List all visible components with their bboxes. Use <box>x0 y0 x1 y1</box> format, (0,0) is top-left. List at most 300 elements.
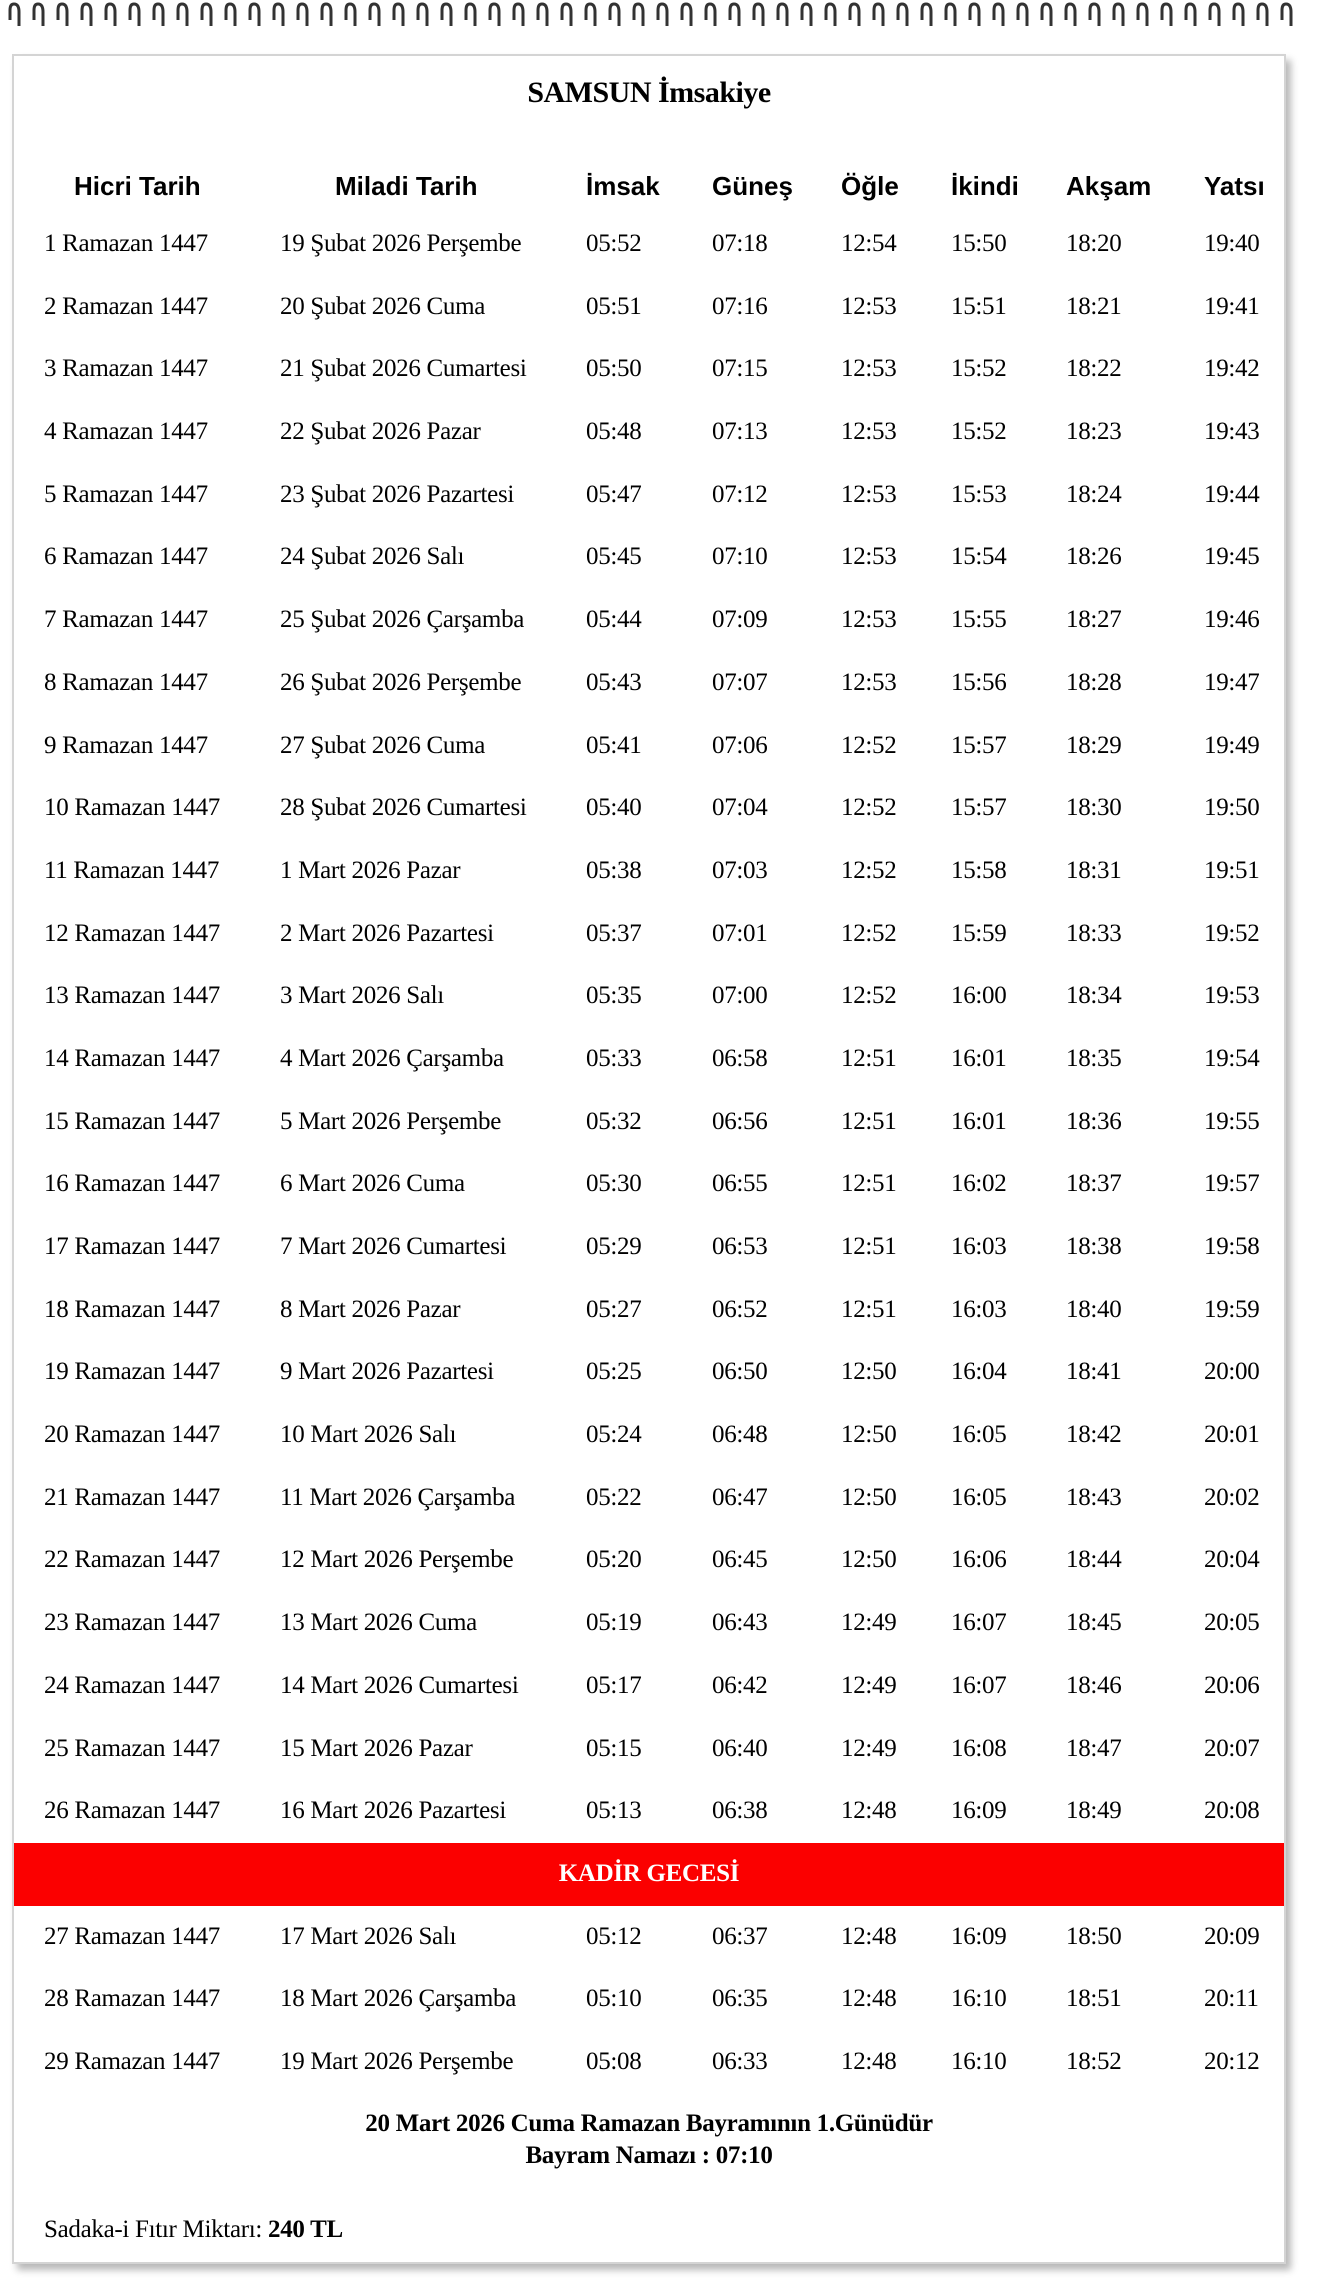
cell-aksam: 18:38 <box>1066 1233 1122 1260</box>
spiral-ring <box>1186 4 1195 26</box>
bayram-namazi: Bayram Namazı : 07:10 <box>525 2142 773 2169</box>
spiral-ring <box>82 4 91 26</box>
cell-hicri: 11 Ramazan 1447 <box>44 856 220 884</box>
cell-imsak: 05:38 <box>586 856 642 884</box>
cell-hicri: 2 Ramazan 1447 <box>44 292 208 320</box>
spiral-ring <box>970 4 979 26</box>
table-row <box>14 1906 1284 1969</box>
sadaka-amount: 240 TL <box>268 2216 343 2243</box>
cell-ikindi: 16:09 <box>951 1797 1007 1825</box>
cell-ikindi: 16:07 <box>951 1609 1007 1637</box>
cell-imsak: 05:29 <box>586 1233 642 1260</box>
spiral-ring <box>418 4 427 26</box>
spiral-ring <box>634 4 643 26</box>
cell-ogle: 12:53 <box>841 355 897 383</box>
spiral-ring <box>754 4 763 26</box>
cell-ikindi: 15:52 <box>951 355 1007 383</box>
table-row <box>14 589 1284 652</box>
spiral-ring <box>850 4 859 26</box>
header-ogle: Öğle <box>841 171 899 201</box>
cell-miladi: 19 Şubat 2026 Perşembe <box>280 230 522 257</box>
cell-ikindi: 15:57 <box>951 731 1007 759</box>
cell-miladi: 13 Mart 2026 Cuma <box>280 1609 477 1637</box>
cell-imsak: 05:47 <box>586 480 642 508</box>
table-row <box>14 213 1284 276</box>
cell-aksam: 18:46 <box>1066 1671 1122 1699</box>
cell-ogle: 12:49 <box>841 1671 897 1699</box>
cell-ikindi: 15:56 <box>951 668 1007 696</box>
cell-ikindi: 16:01 <box>951 1107 1007 1135</box>
cell-gunes: 06:48 <box>712 1421 768 1449</box>
cell-ikindi: 15:58 <box>951 856 1007 884</box>
spiral-ring <box>730 4 739 26</box>
table-row <box>14 1341 1284 1404</box>
cell-yatsi: 19:54 <box>1204 1044 1260 1072</box>
table-row <box>14 1592 1284 1655</box>
cell-yatsi: 20:02 <box>1204 1483 1260 1511</box>
imsakiye-card <box>12 54 1286 2264</box>
header-ikindi: İkindi <box>951 171 1019 201</box>
cell-ogle: 12:51 <box>841 1233 897 1260</box>
cell-ikindi: 16:00 <box>951 982 1007 1010</box>
table-row <box>14 1718 1284 1781</box>
cell-yatsi: 20:06 <box>1204 1671 1260 1699</box>
cell-gunes: 06:37 <box>712 1922 768 1950</box>
cell-gunes: 06:43 <box>712 1609 768 1637</box>
spiral-ring <box>874 4 883 26</box>
table-row <box>14 526 1284 589</box>
cell-gunes: 07:09 <box>712 606 768 634</box>
spiral-ring <box>826 4 835 26</box>
cell-aksam: 18:47 <box>1066 1734 1122 1762</box>
cell-ikindi: 16:06 <box>951 1546 1007 1574</box>
cell-ogle: 12:48 <box>841 2047 897 2075</box>
cell-yatsi: 20:08 <box>1204 1797 1260 1825</box>
cell-imsak: 05:40 <box>586 794 642 822</box>
cell-yatsi: 20:01 <box>1204 1421 1260 1449</box>
cell-gunes: 06:35 <box>712 1985 768 2013</box>
cell-imsak: 05:45 <box>586 543 642 571</box>
cell-miladi: 6 Mart 2026 Cuma <box>280 1170 465 1198</box>
table-row <box>14 1780 1284 1843</box>
spiral-ring <box>274 4 283 26</box>
bayram-note <box>14 2108 1284 2172</box>
cell-aksam: 18:49 <box>1066 1797 1122 1825</box>
cell-miladi: 23 Şubat 2026 Pazartesi <box>280 480 515 508</box>
spiral-ring <box>586 4 595 26</box>
cell-ogle: 12:48 <box>841 1797 897 1825</box>
cell-miladi: 26 Şubat 2026 Perşembe <box>280 668 522 696</box>
cell-ogle: 12:52 <box>841 982 897 1010</box>
cell-yatsi: 20:07 <box>1204 1734 1260 1762</box>
cell-hicri: 28 Ramazan 1447 <box>44 1985 221 2013</box>
spiral-ring <box>922 4 931 26</box>
cell-aksam: 18:34 <box>1066 982 1122 1010</box>
table-row <box>14 965 1284 1028</box>
sadaka-label: Sadaka-i Fıtır Miktarı: <box>44 2216 269 2243</box>
spiral-ring <box>394 4 403 26</box>
cell-hicri: 19 Ramazan 1447 <box>44 1358 221 1386</box>
cell-imsak: 05:17 <box>586 1671 642 1699</box>
cell-ogle: 12:50 <box>841 1546 897 1574</box>
cell-hicri: 18 Ramazan 1447 <box>44 1295 221 1323</box>
cell-imsak: 05:43 <box>586 668 642 696</box>
cell-ogle: 12:52 <box>841 794 897 822</box>
spiral-ring <box>154 4 163 26</box>
cell-miladi: 2 Mart 2026 Pazartesi <box>280 919 494 947</box>
cell-imsak: 05:25 <box>586 1358 642 1386</box>
cell-aksam: 18:21 <box>1066 292 1122 320</box>
cell-ogle: 12:49 <box>841 1609 897 1637</box>
cell-aksam: 18:41 <box>1066 1358 1122 1386</box>
spiral-ring <box>322 4 331 26</box>
cell-ikindi: 16:08 <box>951 1734 1007 1762</box>
spiral-ring <box>1210 4 1219 26</box>
cell-yatsi: 20:05 <box>1204 1609 1260 1637</box>
cell-yatsi: 19:47 <box>1204 668 1260 696</box>
cell-gunes: 06:50 <box>712 1358 768 1386</box>
cell-yatsi: 19:45 <box>1204 543 1260 571</box>
spiral-ring <box>1090 4 1099 26</box>
table-row <box>14 401 1284 464</box>
spiral-ring <box>1114 4 1123 26</box>
cell-gunes: 06:53 <box>712 1233 768 1260</box>
cell-yatsi: 20:00 <box>1204 1358 1260 1386</box>
cell-ogle: 12:52 <box>841 856 897 884</box>
cell-yatsi: 19:59 <box>1204 1295 1260 1323</box>
cell-ogle: 12:51 <box>841 1295 897 1323</box>
cell-hicri: 22 Ramazan 1447 <box>44 1546 221 1574</box>
cell-yatsi: 19:57 <box>1204 1170 1260 1198</box>
spiral-ring <box>1018 4 1027 26</box>
cell-gunes: 06:40 <box>712 1734 768 1762</box>
cell-gunes: 07:15 <box>712 355 768 383</box>
spiral-ring <box>802 4 811 26</box>
header-hicri: Hicri Tarih <box>74 171 201 201</box>
spiral-ring <box>706 4 715 26</box>
cell-imsak: 05:19 <box>586 1609 642 1637</box>
cell-yatsi: 19:46 <box>1204 606 1260 634</box>
cell-ikindi: 16:09 <box>951 1922 1007 1950</box>
spiral-ring <box>1282 4 1291 26</box>
cell-imsak: 05:51 <box>586 292 642 320</box>
sadaka-fitir <box>44 2216 343 2244</box>
spiral-ring <box>58 4 67 26</box>
cell-miladi: 1 Mart 2026 Pazar <box>280 856 461 884</box>
cell-aksam: 18:36 <box>1066 1107 1122 1135</box>
spiral-ring <box>538 4 547 26</box>
spiral-ring <box>10 4 19 26</box>
cell-imsak: 05:24 <box>586 1421 642 1449</box>
cell-ogle: 12:53 <box>841 418 897 446</box>
table-row <box>14 1091 1284 1154</box>
cell-miladi: 16 Mart 2026 Pazartesi <box>280 1797 506 1825</box>
table-row <box>14 464 1284 527</box>
cell-imsak: 05:27 <box>586 1295 642 1323</box>
cell-yatsi: 19:50 <box>1204 794 1260 822</box>
cell-hicri: 15 Ramazan 1447 <box>44 1107 221 1135</box>
cell-aksam: 18:37 <box>1066 1170 1122 1198</box>
cell-ogle: 12:51 <box>841 1044 897 1072</box>
cell-aksam: 18:28 <box>1066 668 1122 696</box>
cell-miladi: 28 Şubat 2026 Cumartesi <box>280 794 527 822</box>
cell-gunes: 07:03 <box>712 856 768 884</box>
cell-yatsi: 19:42 <box>1204 355 1260 383</box>
spiral-ring <box>250 4 259 26</box>
cell-imsak: 05:37 <box>586 919 642 947</box>
cell-ikindi: 15:54 <box>951 543 1007 571</box>
cell-ikindi: 15:57 <box>951 794 1007 822</box>
cell-miladi: 9 Mart 2026 Pazartesi <box>280 1358 494 1386</box>
cell-hicri: 14 Ramazan 1447 <box>44 1044 221 1072</box>
header-gunes: Güneş <box>712 171 793 201</box>
cell-ogle: 12:52 <box>841 919 897 947</box>
cell-ikindi: 16:05 <box>951 1421 1007 1449</box>
cell-ogle: 12:53 <box>841 543 897 571</box>
cell-yatsi: 19:53 <box>1204 982 1260 1010</box>
cell-aksam: 18:44 <box>1066 1546 1122 1574</box>
cell-miladi: 14 Mart 2026 Cumartesi <box>280 1671 519 1699</box>
cell-gunes: 07:12 <box>712 480 768 508</box>
spiral-ring <box>1066 4 1075 26</box>
cell-gunes: 06:55 <box>712 1170 768 1198</box>
table-body <box>14 213 1284 2094</box>
table-row <box>14 1153 1284 1216</box>
cell-hicri: 23 Ramazan 1447 <box>44 1609 221 1637</box>
spiral-ring <box>466 4 475 26</box>
cell-ikindi: 15:50 <box>951 230 1007 257</box>
cell-miladi: 24 Şubat 2026 Salı <box>280 543 465 571</box>
cell-hicri: 29 Ramazan 1447 <box>44 2047 221 2075</box>
cell-ogle: 12:53 <box>841 292 897 320</box>
cell-imsak: 05:10 <box>586 1985 642 2013</box>
spiral-ring <box>1258 4 1267 26</box>
table-row <box>14 652 1284 715</box>
cell-gunes: 06:33 <box>712 2047 768 2075</box>
cell-ikindi: 16:07 <box>951 1671 1007 1699</box>
cell-gunes: 07:13 <box>712 418 768 446</box>
cell-gunes: 07:00 <box>712 982 768 1010</box>
cell-aksam: 18:40 <box>1066 1295 1122 1323</box>
spiral-ring <box>514 4 523 26</box>
spiral-ring <box>370 4 379 26</box>
cell-gunes: 07:04 <box>712 794 768 822</box>
table-row <box>14 338 1284 401</box>
table-row <box>14 1279 1284 1342</box>
cell-miladi: 7 Mart 2026 Cumartesi <box>280 1233 507 1260</box>
cell-hicri: 8 Ramazan 1447 <box>44 668 208 696</box>
cell-aksam: 18:20 <box>1066 230 1122 257</box>
cell-miladi: 17 Mart 2026 Salı <box>280 1922 457 1950</box>
spiral-ring <box>1162 4 1171 26</box>
cell-gunes: 06:42 <box>712 1671 768 1699</box>
header-aksam: Akşam <box>1066 171 1152 201</box>
cell-imsak: 05:48 <box>586 418 642 446</box>
spiral-ring <box>562 4 571 26</box>
cell-ikindi: 16:01 <box>951 1044 1007 1072</box>
cell-ikindi: 16:04 <box>951 1358 1007 1386</box>
cell-miladi: 20 Şubat 2026 Cuma <box>280 292 486 320</box>
cell-miladi: 25 Şubat 2026 Çarşamba <box>280 606 525 634</box>
cell-gunes: 07:07 <box>712 668 768 696</box>
cell-gunes: 06:38 <box>712 1797 768 1825</box>
table-header <box>14 166 1284 206</box>
cell-miladi: 10 Mart 2026 Salı <box>280 1421 457 1449</box>
spiral-ring <box>994 4 1003 26</box>
spiral-ring <box>130 4 139 26</box>
bayram-date: 20 Mart 2026 Cuma Ramazan Bayramının 1.Günüdür <box>365 2110 933 2137</box>
cell-ogle: 12:50 <box>841 1483 897 1511</box>
cell-hicri: 21 Ramazan 1447 <box>44 1483 221 1511</box>
table-row <box>14 1655 1284 1718</box>
cell-ogle: 12:50 <box>841 1421 897 1449</box>
cell-yatsi: 19:41 <box>1204 292 1260 320</box>
spiral-ring <box>202 4 211 26</box>
cell-yatsi: 20:04 <box>1204 1546 1260 1574</box>
cell-ikindi: 16:03 <box>951 1233 1007 1260</box>
cell-hicri: 5 Ramazan 1447 <box>44 480 208 508</box>
spiral-ring <box>1042 4 1051 26</box>
cell-yatsi: 19:49 <box>1204 731 1260 759</box>
cell-miladi: 22 Şubat 2026 Pazar <box>280 418 481 446</box>
cell-ikindi: 15:55 <box>951 606 1007 634</box>
cell-aksam: 18:45 <box>1066 1609 1122 1637</box>
cell-hicri: 13 Ramazan 1447 <box>44 982 221 1010</box>
spiral-ring <box>442 4 451 26</box>
table-row <box>14 903 1284 966</box>
table-row <box>14 1216 1284 1279</box>
cell-imsak: 05:22 <box>586 1483 642 1511</box>
cell-ikindi: 16:03 <box>951 1295 1007 1323</box>
cell-imsak: 05:52 <box>586 230 642 257</box>
cell-gunes: 07:06 <box>712 731 768 759</box>
cell-yatsi: 19:40 <box>1204 230 1260 257</box>
cell-imsak: 05:35 <box>586 982 642 1010</box>
cell-aksam: 18:42 <box>1066 1421 1122 1449</box>
cell-yatsi: 19:51 <box>1204 856 1260 884</box>
header-imsak: İmsak <box>586 171 660 201</box>
cell-miladi: 15 Mart 2026 Pazar <box>280 1734 473 1762</box>
spiral-ring <box>346 4 355 26</box>
cell-aksam: 18:33 <box>1066 919 1122 947</box>
cell-imsak: 05:41 <box>586 731 642 759</box>
cell-ogle: 12:48 <box>841 1922 897 1950</box>
cell-aksam: 18:26 <box>1066 543 1122 571</box>
cell-ogle: 12:51 <box>841 1170 897 1198</box>
table-row <box>14 715 1284 778</box>
cell-miladi: 4 Mart 2026 Çarşamba <box>280 1044 504 1072</box>
cell-aksam: 18:29 <box>1066 731 1122 759</box>
cell-ikindi: 15:51 <box>951 292 1007 320</box>
cell-ogle: 12:54 <box>841 230 897 257</box>
cell-ogle: 12:53 <box>841 480 897 508</box>
cell-hicri: 25 Ramazan 1447 <box>44 1734 221 1762</box>
cell-miladi: 12 Mart 2026 Perşembe <box>280 1546 514 1574</box>
cell-imsak: 05:20 <box>586 1546 642 1574</box>
cell-gunes: 06:47 <box>712 1483 768 1511</box>
spiral-ring <box>178 4 187 26</box>
table-row <box>14 840 1284 903</box>
cell-gunes: 07:18 <box>712 230 768 257</box>
spiral-ring <box>34 4 43 26</box>
cell-hicri: 12 Ramazan 1447 <box>44 919 221 947</box>
cell-hicri: 17 Ramazan 1447 <box>44 1233 221 1260</box>
cell-imsak: 05:50 <box>586 355 642 383</box>
cell-miladi: 3 Mart 2026 Salı <box>280 982 444 1010</box>
spiral-ring <box>1234 4 1243 26</box>
cell-imsak: 05:15 <box>586 1734 642 1762</box>
cell-ogle: 12:49 <box>841 1734 897 1762</box>
cell-ikindi: 15:52 <box>951 418 1007 446</box>
cell-yatsi: 19:55 <box>1204 1107 1260 1135</box>
cell-hicri: 16 Ramazan 1447 <box>44 1170 221 1198</box>
cell-hicri: 4 Ramazan 1447 <box>44 418 208 446</box>
page-title: SAMSUN İmsakiye <box>527 76 771 109</box>
table-row <box>14 1404 1284 1467</box>
cell-aksam: 18:31 <box>1066 856 1122 884</box>
cell-ogle: 12:53 <box>841 606 897 634</box>
cell-ikindi: 16:05 <box>951 1483 1007 1511</box>
spiral-ring <box>490 4 499 26</box>
cell-ogle: 12:50 <box>841 1358 897 1386</box>
cell-hicri: 3 Ramazan 1447 <box>44 355 208 383</box>
spiral-ring <box>226 4 235 26</box>
spiral-ring <box>1138 4 1147 26</box>
cell-hicri: 9 Ramazan 1447 <box>44 731 208 759</box>
cell-yatsi: 19:43 <box>1204 418 1260 446</box>
cell-hicri: 26 Ramazan 1447 <box>44 1797 221 1825</box>
table-row <box>14 1467 1284 1530</box>
cell-aksam: 18:30 <box>1066 794 1122 822</box>
cell-ogle: 12:53 <box>841 668 897 696</box>
cell-yatsi: 20:09 <box>1204 1922 1260 1950</box>
cell-yatsi: 19:52 <box>1204 919 1260 947</box>
cell-gunes: 07:16 <box>712 292 768 320</box>
cell-miladi: 5 Mart 2026 Perşembe <box>280 1107 502 1135</box>
cell-miladi: 11 Mart 2026 Çarşamba <box>280 1483 516 1511</box>
spiral-binding <box>0 0 1318 40</box>
kadir-gecesi-banner: KADİR GECESİ <box>14 1843 1284 1906</box>
cell-hicri: 7 Ramazan 1447 <box>44 606 208 634</box>
cell-aksam: 18:51 <box>1066 1985 1122 2013</box>
cell-miladi: 19 Mart 2026 Perşembe <box>280 2047 514 2075</box>
cell-miladi: 18 Mart 2026 Çarşamba <box>280 1985 517 2013</box>
cell-yatsi: 19:58 <box>1204 1233 1260 1260</box>
cell-imsak: 05:32 <box>586 1107 642 1135</box>
cell-ikindi: 16:10 <box>951 1985 1007 2013</box>
cell-gunes: 06:56 <box>712 1107 768 1135</box>
cell-ogle: 12:51 <box>841 1107 897 1135</box>
table-row <box>14 777 1284 840</box>
cell-miladi: 21 Şubat 2026 Cumartesi <box>280 355 527 383</box>
cell-gunes: 06:52 <box>712 1295 768 1323</box>
table-row <box>14 276 1284 339</box>
cell-aksam: 18:23 <box>1066 418 1122 446</box>
cell-gunes: 07:10 <box>712 543 768 571</box>
spiral-ring <box>682 4 691 26</box>
cell-ikindi: 16:10 <box>951 2047 1007 2075</box>
cell-ikindi: 15:53 <box>951 480 1007 508</box>
cell-aksam: 18:52 <box>1066 2047 1122 2075</box>
cell-aksam: 18:43 <box>1066 1483 1122 1511</box>
spiral-ring <box>610 4 619 26</box>
cell-gunes: 07:01 <box>712 919 768 947</box>
table-row <box>14 1529 1284 1592</box>
cell-hicri: 6 Ramazan 1447 <box>44 543 208 571</box>
cell-imsak: 05:33 <box>586 1044 642 1072</box>
header-miladi: Miladi Tarih <box>335 171 478 201</box>
spiral-ring <box>658 4 667 26</box>
